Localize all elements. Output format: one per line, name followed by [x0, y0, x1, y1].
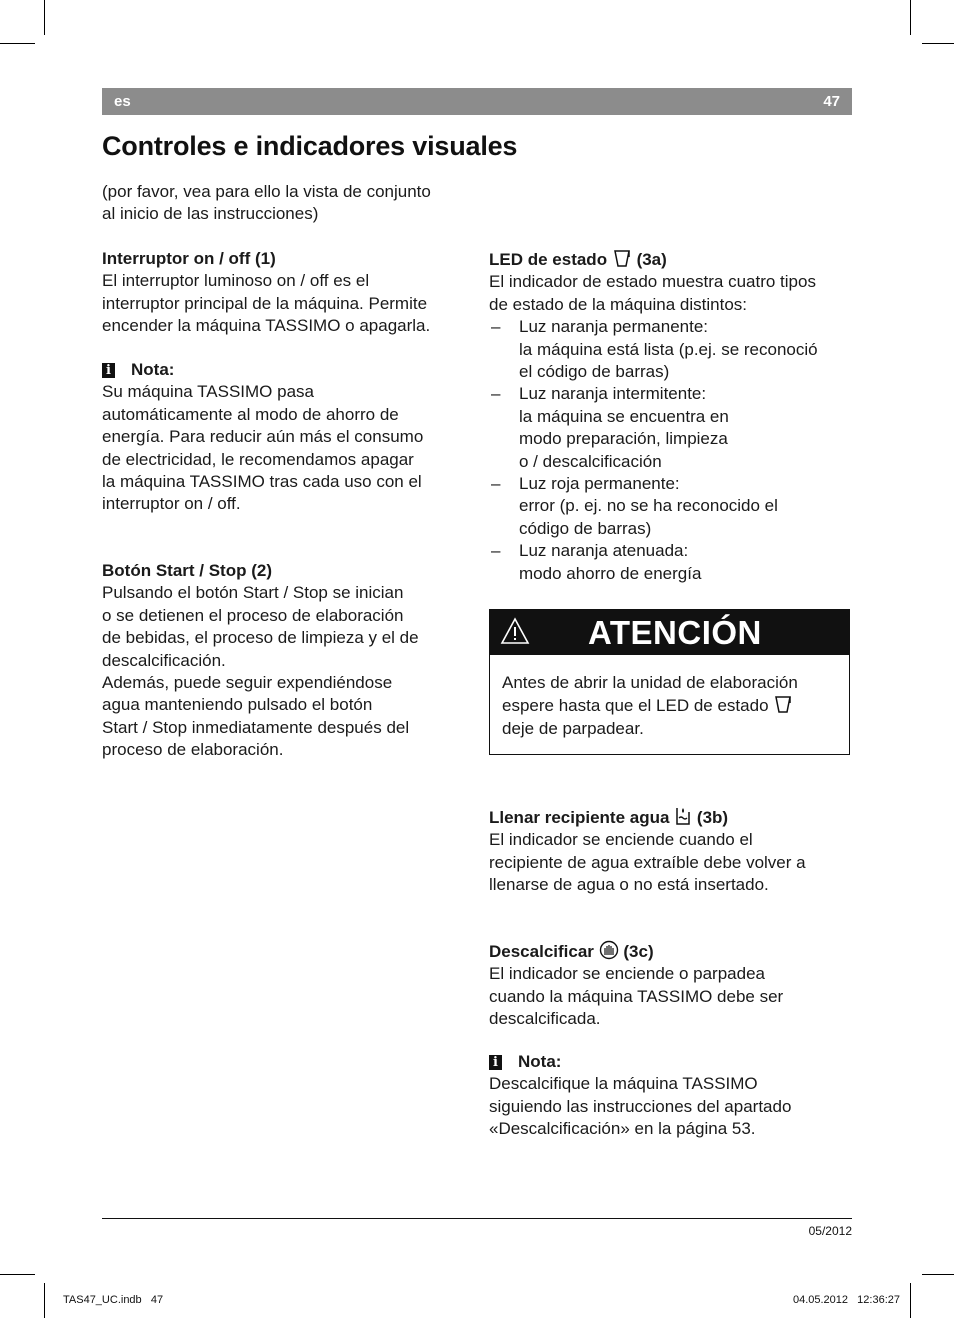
footer-date: 05/2012	[808, 1224, 852, 1238]
switch-line: El interruptor luminoso on / off es el	[102, 271, 370, 291]
led-heading-text: LED de estado	[489, 250, 608, 269]
note-line: la máquina TASSIMO tras cada uso con el	[102, 472, 422, 492]
start-stop-line: Start / Stop inmediatamente después del	[102, 717, 410, 737]
water-line: llenarse de agua o no está insertado.	[489, 875, 769, 895]
start-stop-line: Pulsando el botón Start / Stop se inician	[102, 583, 404, 603]
crop-mark	[910, 1283, 911, 1318]
note-line: Descalcifique la máquina TASSIMO	[489, 1074, 758, 1094]
crop-mark	[922, 1274, 954, 1275]
language-code: es	[114, 93, 131, 110]
section-descale	[489, 940, 854, 1031]
crop-mark	[0, 43, 35, 44]
cup-icon	[773, 694, 793, 714]
section-note-left	[102, 359, 474, 516]
note-line: «Descalcificación» en la página 53.	[489, 1119, 756, 1139]
info-icon: i	[102, 363, 115, 378]
list-item	[489, 316, 854, 383]
warning-title: ATENCIÓN	[588, 614, 762, 651]
descale-line: cuando la máquina TASSIMO debe ser	[489, 986, 784, 1006]
switch-line: interruptor principal de la máquina. Permite	[102, 293, 428, 313]
intro-line: al inicio de las instrucciones)	[102, 204, 319, 224]
list-item-line: el código de barras)	[519, 362, 670, 382]
water-line: El indicador se enciende cuando el	[489, 830, 753, 850]
note-label: Nota:	[131, 360, 175, 379]
descale-heading-text: Descalcificar	[489, 942, 594, 961]
warning-header	[490, 610, 849, 655]
water-heading	[489, 806, 854, 829]
section-note-right	[489, 1051, 854, 1141]
list-item-line: – Luz naranja atenuada:	[519, 541, 689, 561]
warning-line: deje de parpadear.	[502, 718, 644, 738]
led-heading	[489, 248, 854, 271]
list-item-line: o / descalcificación	[519, 451, 662, 471]
descale-line: descalcificada.	[489, 1009, 601, 1029]
warning-line: Antes de abrir la unidad de elaboración	[502, 673, 798, 692]
section-start-stop	[102, 560, 474, 762]
list-item-line: modo preparación, limpieza	[519, 429, 728, 449]
list-item-line: error (p. ej. no se ha reconocido el	[519, 496, 778, 516]
list-item-line: – Luz naranja intermitente:	[519, 384, 707, 404]
start-stop-line: de bebidas, el proceso de limpieza y el de	[102, 628, 419, 648]
warning-box	[489, 609, 850, 755]
crop-mark	[44, 0, 45, 35]
crop-mark	[910, 0, 911, 35]
led-heading-ref: (3a)	[636, 250, 667, 269]
list-item	[489, 473, 854, 540]
note-line: energía. Para reducir aún más el consumo	[102, 427, 424, 447]
warning-line-text: espere hasta que el LED de estado	[502, 696, 769, 716]
crop-mark	[44, 1283, 45, 1318]
start-stop-line: descalcificación.	[102, 650, 226, 670]
note-label: Nota:	[518, 1052, 562, 1071]
descale-icon	[599, 940, 619, 960]
switch-heading: Interruptor on / off (1)	[102, 249, 276, 268]
section-water	[489, 806, 854, 897]
list-item-line: – Luz roja permanente:	[519, 474, 680, 494]
water-line: recipiente de agua extraíble debe volver a	[489, 852, 806, 872]
water-tank-icon	[674, 806, 692, 826]
start-stop-line: proceso de elaboración.	[102, 740, 284, 760]
list-item	[489, 540, 854, 585]
water-heading-ref: (3b)	[696, 808, 729, 827]
section-led	[489, 248, 854, 585]
led-line: El indicador de estado muestra cuatro tipos	[489, 272, 816, 292]
warning-body	[490, 655, 849, 740]
cup-icon	[612, 248, 632, 268]
descale-line: El indicador se enciende o parpadea	[489, 964, 765, 984]
start-stop-line: agua manteniendo pulsado el botón	[102, 695, 373, 715]
print-slug-file: TAS47_UC.indb 47	[63, 1294, 164, 1306]
section-switch	[102, 248, 474, 338]
list-item-line: modo ahorro de energía	[519, 563, 702, 583]
led-status-list	[489, 316, 854, 585]
water-heading-text: Llenar recipiente agua	[489, 808, 670, 827]
list-item-line: código de barras)	[519, 518, 652, 538]
intro-text	[102, 181, 472, 226]
intro-line: (por favor, vea para ello la vista de conjunto	[102, 182, 431, 201]
list-item-line: la máquina se encuentra en	[519, 406, 729, 426]
descale-heading-ref: (3c)	[623, 942, 654, 961]
warning-triangle-icon	[500, 616, 530, 646]
header-bar	[102, 88, 852, 115]
note-line: interruptor on / off.	[102, 494, 241, 514]
descale-heading	[489, 940, 854, 963]
note-line: de electricidad, le recomendamos apagar	[102, 449, 414, 469]
note-line: siguiendo las instrucciones del apartado	[489, 1096, 792, 1116]
crop-mark	[922, 43, 954, 44]
start-stop-line: o se detienen el proceso de elaboración	[102, 605, 404, 625]
note-heading	[489, 1051, 854, 1073]
list-item	[489, 383, 854, 473]
note-line: automáticamente al modo de ahorro de	[102, 404, 399, 424]
note-heading	[102, 359, 474, 381]
crop-mark	[0, 1274, 35, 1275]
led-line: de estado de la máquina distintos:	[489, 294, 748, 314]
start-stop-line: Además, puede seguir expendiéndose	[102, 673, 393, 693]
print-slug-timestamp: 04.05.2012 12:36:27	[792, 1294, 900, 1306]
page-number: 47	[823, 93, 840, 110]
warning-line	[502, 694, 837, 717]
switch-line: encender la máquina TASSIMO o apagarla.	[102, 316, 431, 336]
start-stop-heading: Botón Start / Stop (2)	[102, 561, 272, 580]
info-icon: i	[489, 1055, 502, 1070]
footer-divider	[102, 1218, 852, 1219]
list-item-line: la máquina está lista (p.ej. se reconoció	[519, 339, 818, 359]
note-line: Su máquina TASSIMO pasa	[102, 382, 314, 402]
list-item-line: – Luz naranja permanente:	[519, 317, 709, 337]
page-title: Controles e indicadores visuales	[102, 131, 518, 161]
